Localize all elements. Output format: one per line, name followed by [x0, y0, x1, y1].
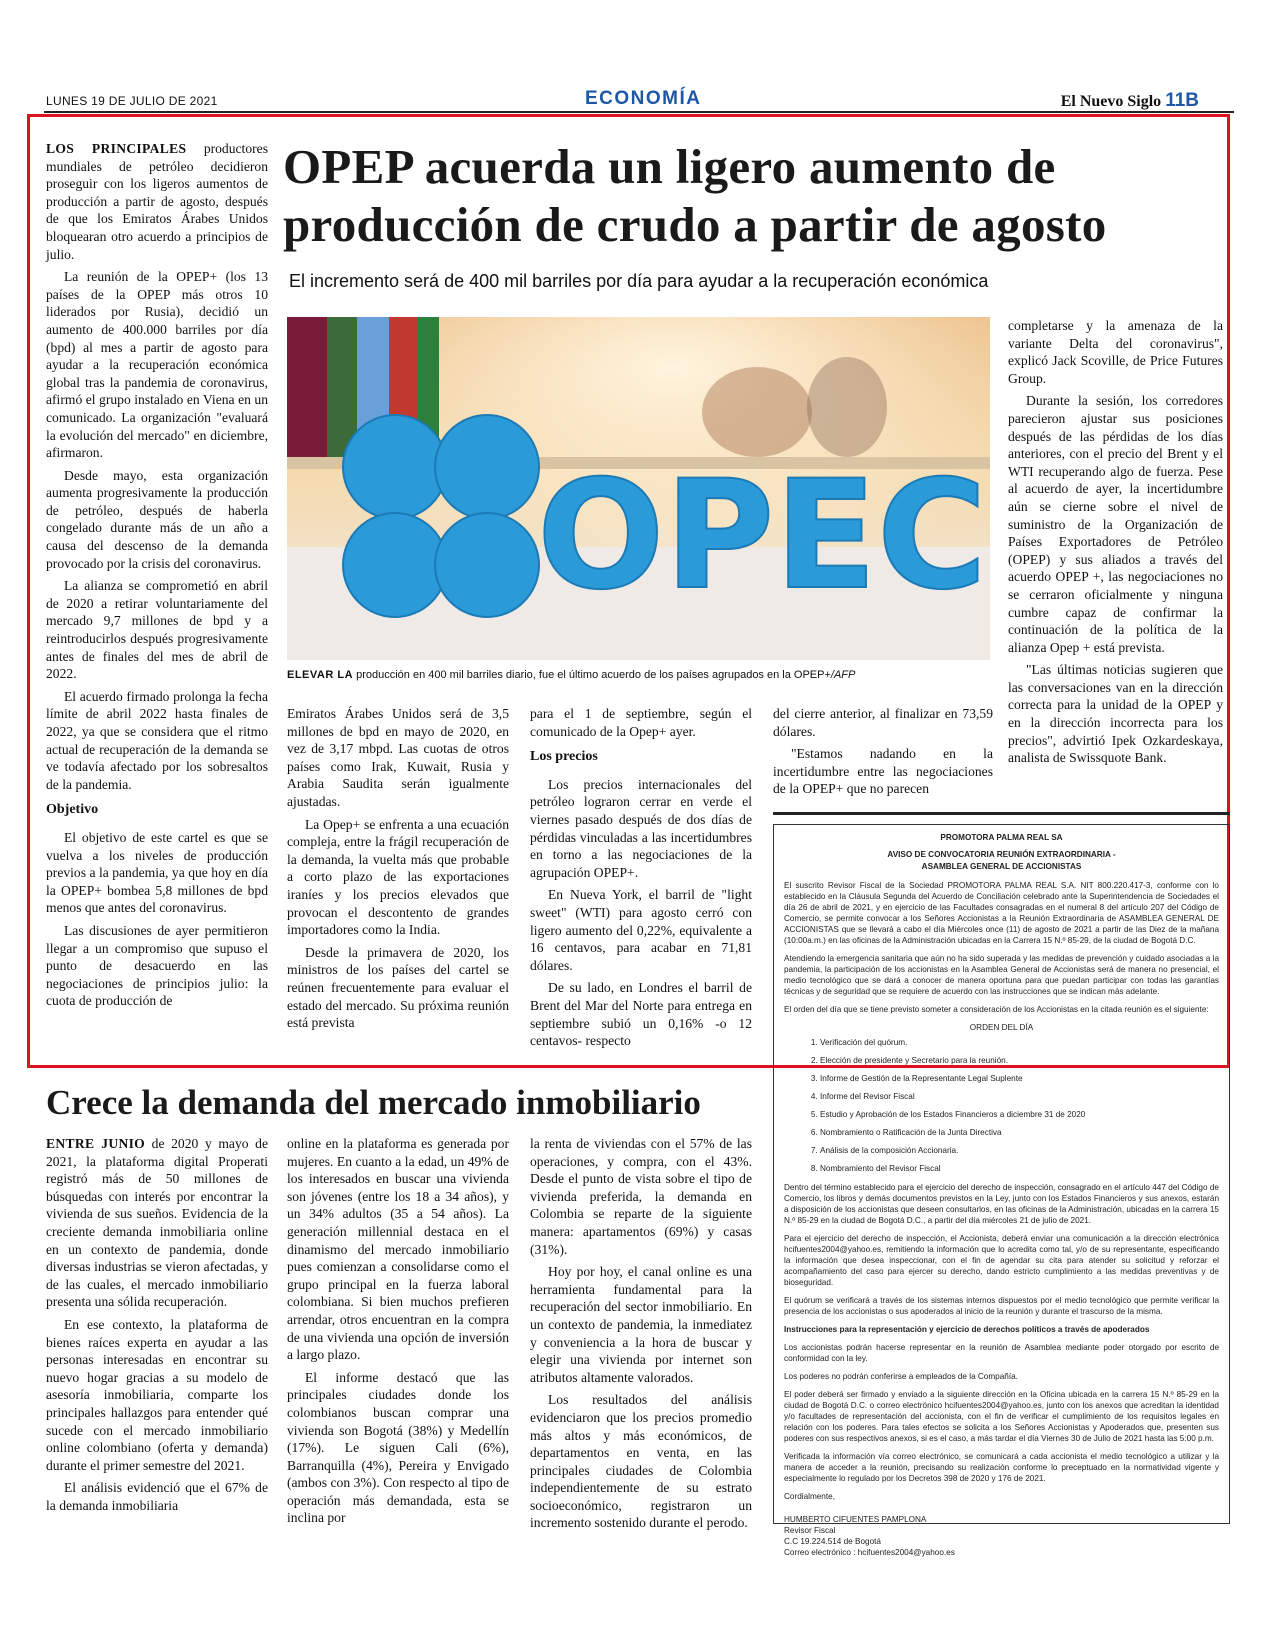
paragraph: Desde la primavera de 2020, los ministros de los países del cartel se reúnen frecuentemente para evaluar el estado del mercado. Su próxima reunión está prevista [287, 944, 509, 1031]
second-headline: Crece la demanda del mercado inmobiliario [46, 1083, 701, 1122]
paragraph: del cierre anterior, al finalizar en 73,59 dólares. [773, 706, 993, 739]
lead-in: ENTRE JUNIO [46, 1136, 146, 1151]
agenda-item: 5. Estudio y Aprobación de los Estados Financieros a diciembre 31 de 2020 [820, 1109, 1219, 1120]
agenda-item: 8. Nombramiento del Revisor Fiscal [820, 1163, 1219, 1174]
second-article-column-1 [46, 1135, 268, 1519]
paragraph: "Estamos nadando en la incertidumbre entre las negociaciones de la OPEP+ que no parecen [773, 746, 993, 797]
notice-paragraph: El quórum se verificará a través de los sistemas internos dispuestos por el medio tecnológico que permite verificar la presencia de los accionistas o sus apoderados al inicio de la reunión y durante el trascurso de la misma. [784, 1296, 1219, 1316]
paragraph: ENTRE JUNIO de 2020 y mayo de 2021, la plataforma digital Properati registró más de 50 millones de búsquedas con interés por encontrar la vivienda de sus sueños. Evidencia de la creciente demanda inmobiliaria online en un contexto de pandemia, donde diversas industrias se vieron afectadas, y de las cuales, el mercado inmobiliario presenta una sólida recuperación. [46, 1136, 269, 1310]
publication-name: El Nuevo Siglo [1060, 93, 1162, 110]
paragraph: Los resultados del análisis evidenciaron que los precios promedio más altos y más económicos, de departamentos en venta, en las principales ciudades de Colombia independientemente de su estrato socioeconómico, registraron un incremento sostenido durante el perodo. [530, 1392, 752, 1531]
notice-paragraph: Atendiendo la emergencia sanitaria que aún no ha sido superada y las medidas de prevención y cuidado asociadas a la pandemia, la participación de los accionistas en la Asamblea General de Accionistas será de manera no presencial, el medio tecnológico que se dará a conocer de manera oportuna para que puedan participar con todas las garantías técnicas y de seguridad que se requiere de acuerdo con las instrucciones que se indican más adelante. [784, 954, 1219, 996]
caption-lead: ELEVAR LA [287, 669, 354, 681]
paragraph: online en la plataforma es generada por mujeres. En cuanto a la edad, un 49% de los interesados en buscar una vivienda son jóvenes (entre los 18 a 34 años), y un 34% adultos (35 a 54 años). La generación millennial destaca en el dinamismo del mercado inmobiliario pues comienzan a consolidarse como el grupo principal en la fuerza laboral colombiana. Si bien muchos prefieren arrendar, otros encuentran en la compra de una vivienda una opción de inversión a largo plazo. [287, 1136, 509, 1363]
page-number: 11B [1165, 90, 1199, 111]
notice-closing: Cordialmente, [784, 1492, 835, 1501]
second-article-column-3 [530, 1135, 752, 1537]
header-rule [44, 111, 1234, 113]
paragraph: Emiratos Árabes Unidos será de 3,5 millones de bpd en mayo de 2020, en vez de 3,17 mbpd. Las cuotas de otros países como Irak, Kuwait, Rusia y Arabia Saudita serán igualmente ajustadas. [287, 706, 509, 809]
second-article-column-2 [287, 1135, 509, 1532]
notice-company: PROMOTORA PALMA REAL SA [940, 833, 1063, 842]
agenda-item: 4. Informe del Revisor Fiscal [820, 1091, 1219, 1102]
paragraph: "Las últimas noticias sugieren que las conversaciones van en la dirección correcta para la unidad de la OPEP y en la dirección incorrecta para los precios", advirtió Ipek Ozkardeskaya, analista de Swissquote Bank. [1008, 662, 1223, 766]
agenda-item: 2. Elección de presidente y Secretario para la reunión. [820, 1055, 1219, 1066]
issue-date: LUNES 19 DE JULIO DE 2021 [46, 94, 218, 108]
caption-credit: /AFP [830, 669, 856, 681]
caption-text: producción en 400 mil barriles diario, fue el último acuerdo de los países agrupados en la OPEP+ [353, 669, 831, 681]
main-headline: OPEP acuerda un ligero aumento de producción de crudo a partir de agosto [283, 139, 1107, 252]
subheading-precios: Los precios [530, 749, 598, 765]
paragraph: El objetivo de este cartel es que se vuelva a los niveles de producción previos a la pandemia, ya que hoy en día la OPEP+ bombea 5,8 millones de bpd menos que antes del coronavirus. [46, 829, 268, 916]
agenda-item: 6. Nombramiento o Ratificación de la Junta Directiva [820, 1127, 1219, 1138]
main-article-column-3 [530, 705, 752, 1055]
notice-paragraph: Los accionistas podrán hacerse representar en la reunión de Asamblea mediante poder otorgado por escrito de conformidad con la ley. [784, 1343, 1219, 1363]
main-article-column-5 [1008, 317, 1223, 772]
agenda-item: 7. Análisis de la composición Accionaria. [820, 1145, 1219, 1156]
paragraph: la renta de viviendas con el 57% de las operaciones, y compra, con el 43%. Desde el punto de vista sobre el tipo de vivienda preferida, la demanda en Colombia se reparte de la siguiente manera: apartamentos (69%) y casas (31%). [530, 1136, 752, 1257]
opec-logo-image [287, 317, 990, 660]
main-article-column-1 [46, 140, 268, 1015]
notice-instructions-heading: Instrucciones para la representación y ejercicio de derechos políticos a través de apoderados [784, 1325, 1150, 1334]
paragraph: Desde mayo, esta organización aumenta progresivamente la producción de petróleo, después de haberla congelado durante más de un año a causa del descenso de la demanda provocado por la crisis del coronavirus. [46, 467, 268, 571]
main-article-column-4 [773, 705, 993, 803]
paragraph: El informe destacó que las principales ciudades donde los colombianos buscan comprar una vivienda son Bogotá (38%) y Medellín (17%). Le siguen Cali (6%), Barranquilla (4%), Pereira y Envigado (ambos con 3%). Con respecto al tipo de operación más demandada, esta se inclina por [287, 1369, 509, 1526]
notice-paragraph: Dentro del término establecido para el ejercicio del derecho de inspección, consagrado en el artículo 447 del Código de Comercio, los libros y demás documentos previstos en la Ley, junto con los Estados Financieros y sus anexos, estarán a disposición de los accionistas que deseen consultarlos, en las oficinas de la Administración, ubicadas en la carrera 15 N.º 85-29 en la ciudad de Bogotá D.C., a partir del día miércoles 21 de julio de 2021. [784, 1183, 1219, 1225]
notice-top-rule [773, 812, 1230, 815]
agenda-item: 3. Informe de Gestión de la Representante Legal Suplente [820, 1073, 1219, 1084]
photo-caption [287, 669, 993, 681]
paragraph: La reunión de la OPEP+ (los 13 países de la OPEP más otros 10 liderados por Rusia), decidió un aumento de 400.000 barriles por día (bpd) al mes a partir de agosto para ayudar a la recuperación económica global tras la pandemia de coronavirus, afirmó el grupo instalado en Viena en un comunicado. La organización "evaluará la evolución del mercado" en diciembre, afirmaron. [46, 269, 268, 461]
paragraph: LOS PRINCIPALES productores mundiales de petróleo decidieron proseguir con los ligeros aumentos de producción a partir de agosto, después de que los Emiratos Árabes Unidos bloquearan otro acuerdo a principios de julio. [46, 141, 268, 262]
publication-masthead [1061, 90, 1199, 112]
notice-paragraph: Verificada la información vía correo electrónico, se comunicará a cada accionista el medio tecnológico a utilizar y la manera de acceder a la reunión, precisando su realización conforme lo preceptuado en la normatividad vigente y especialmente lo regulado por los Decretos 398 de 2020 y 176 de 2021. [784, 1452, 1219, 1483]
paragraph: Durante la sesión, los corredores parecieron ajustar sus posiciones después de las pérdidas de los días anteriores, con el precio del Brent y el WTI recuperando algo de fuerza. Pese al acuerdo de ayer, la incertidumbre aún se cierne sobre el nivel de suministro de la Organización de Países Exportadores de Petróleo (OPEP) y sus aliados a través del acuerdo OPEP +, las negociaciones no se cerraron oficialmente y ninguna cumbre capaz de confirmar la continuación de la política de la alianza Opep + está prevista. [1008, 393, 1223, 655]
notice-paragraph: El poder deberá ser firmado y enviado a la siguiente dirección en la Oficina ubicada en la carrera 15 N.º 85-29 en la ciudad de Bogotá D.C. o correo electrónico hcifuentes2004@yahoo.es, junto con los anexos que acreditan la identidad y/o facultades de representación del accionista, con el fin de verificar el cumplimiento de los requisitos legales en relación con los poderes. Para tales efectos se solicita a los Señores Accionistas y Apoderados que, presenten sus poderes con sus respectivos anexos, si es el caso, a más tardar el día Viernes 30 de Julio de 2021 hasta las 5:00 p.m. [784, 1390, 1219, 1443]
opec-photo-text: OPEC [537, 449, 987, 623]
notice-signer-id: C.C 19.224.514 de Bogotá [784, 1537, 881, 1546]
paragraph: Los precios internacionales del petróleo lograron cerrar en verde el viernes pasado después de dos días de pérdidas vinculadas a las incertidumbres en torno a las negociaciones de la agrupación OPEP+. [530, 776, 752, 880]
agenda-list [784, 1037, 1219, 1174]
main-subhead: El incremento será de 400 mil barriles por día para ayudar a la recuperación económica [289, 271, 989, 291]
subheading-objetivo: Objetivo [46, 802, 99, 818]
paragraph: El acuerdo firmado prolonga la fecha límite de abril 2022 hasta finales de 2022, ya que se considera que el ritmo actual de recuperación de la demanda se ve todavía afectado por los sobresaltos de la pandemia. [46, 688, 268, 792]
paragraph: completarse y la amenaza de la variante Delta del coronavirus", explicó Jack Scoville, de Price Futures Group. [1008, 318, 1223, 386]
section-name: ECONOMÍA [585, 88, 702, 109]
notice-signer: HUMBERTO CIFUENTES PAMPLONA [784, 1515, 927, 1524]
notice-paragraph: Los poderes no podrán conferirse a empleados de la Compañía. [784, 1372, 1018, 1381]
paragraph: Las discusiones de ayer permitieron llegar a un compromiso que supuso el punto de desacuerdo en las negociaciones de principios julio: la cuota de producción de [46, 922, 268, 1009]
legal-notice [773, 824, 1230, 1557]
notice-title-2: ASAMBLEA GENERAL DE ACCIONISTAS [921, 862, 1082, 871]
agenda-item: 1. Verificación del quórum. [820, 1037, 1219, 1048]
notice-title-1: AVISO DE CONVOCATORIA REUNIÓN EXTRAORDINARIA - [887, 850, 1116, 859]
paragraph: De su lado, en Londres el barril de Brent del Mar del Norte para entrega en septiembre subió un 0,16% -o 12 centavos- respecto [530, 980, 752, 1049]
notice-signer-email: Correo electrónico : hcifuentes2004@yahoo.es [784, 1548, 955, 1557]
paragraph: La alianza se comprometió en abril de 2020 a retirar voluntariamente del mercado 9,7 millones de bpd y a reintroducirlos después progresivamente antes de finales del mes de abril de 2022. [46, 578, 268, 682]
notice-order-title: ORDEN DEL DÍA [969, 1023, 1034, 1032]
paragraph: El análisis evidenció que el 67% de la demanda inmobiliaria [46, 1480, 268, 1513]
notice-paragraph: El suscrito Revisor Fiscal de la Sociedad PROMOTORA PALMA REAL S.A. NIT 800.220.417-3, conforme con lo establecido en la Cláusula Segunda del Acuerdo de Conciliación celebrado ante la Superintendencia de Sociedades el día 26 de abril de 2021, y en ejercicio de las Facultades consagradas en el numeral 8 del artículo 207 del Código de Comercio, se permite convocar a los Señores Accionistas a la Reunión Extraordinaria de ASAMBLEA GENERAL DE ACCIONISTAS que se llevará a cabo el día Miércoles once (11) de agosto de 2021 a partir de las Diez de la mañana (10:00a.m.) en las oficinas de la Administración ubicadas en la Carrera 15 N.º 85-29, de la ciudad de Bogotá D.C. [784, 881, 1219, 945]
paragraph: Hoy por hoy, el canal online es una herramienta fundamental para la recuperación del sector inmobiliario. En un contexto de pandemia, la inmediatez y conveniencia a la hora de buscar y elegir una vivienda por internet son atributos altamente valorados. [530, 1264, 752, 1385]
lead-in: LOS PRINCIPALES [46, 141, 187, 156]
notice-paragraph: Para el ejercicio del derecho de inspección, el Accionista, deberá enviar una comunicación a la dirección electrónica hcifuentes2004@yahoo.es, remitiendo la información que lo acredita como tal, y/o de su representante, especificando la información que desea inspeccionar, con el fin de agendar su cita para atender su solicitud y reforzar el acompañamiento del caso para ejercer su derecho, dando estricto cumplimiento a las medidas preventivas y de bioseguridad. [784, 1234, 1219, 1287]
main-article-column-2 [287, 705, 509, 1037]
notice-paragraph: El orden del día que se tiene previsto someter a consideración de los Accionistas en la citada reunión es el siguiente: [784, 1005, 1209, 1014]
paragraph: La Opep+ se enfrenta a una ecuación compleja, entre la frágil recuperación de la demanda, la vuelta más que probable a corto plazo de las exportaciones iraníes y los precios elevados que provocan el descontento de grandes importadores como la India. [287, 816, 509, 938]
paragraph: En ese contexto, la plataforma de bienes raíces experta en ayudar a las personas interesadas en encontrar su nuevo hogar gracias a su modelo de asesoría inmobiliaria, comparte los principales hallazgos para entender qué sucede con el mercado inmobiliario online colombiano (oferta y demanda) durante el primer semestre del 2021. [46, 1316, 268, 1473]
notice-signer-role: Revisor Fiscal [784, 1526, 836, 1535]
paragraph: para el 1 de septiembre, según el comunicado de la Opep+ ayer. [530, 706, 752, 739]
paragraph: En Nueva York, el barril de "light sweet" (WTI) para agosto cerró con ligero aumento del 0,22%, equivalente a 16 centavos, para acabar en 71,81 dólares. [530, 887, 752, 973]
opec-photo [287, 317, 990, 660]
